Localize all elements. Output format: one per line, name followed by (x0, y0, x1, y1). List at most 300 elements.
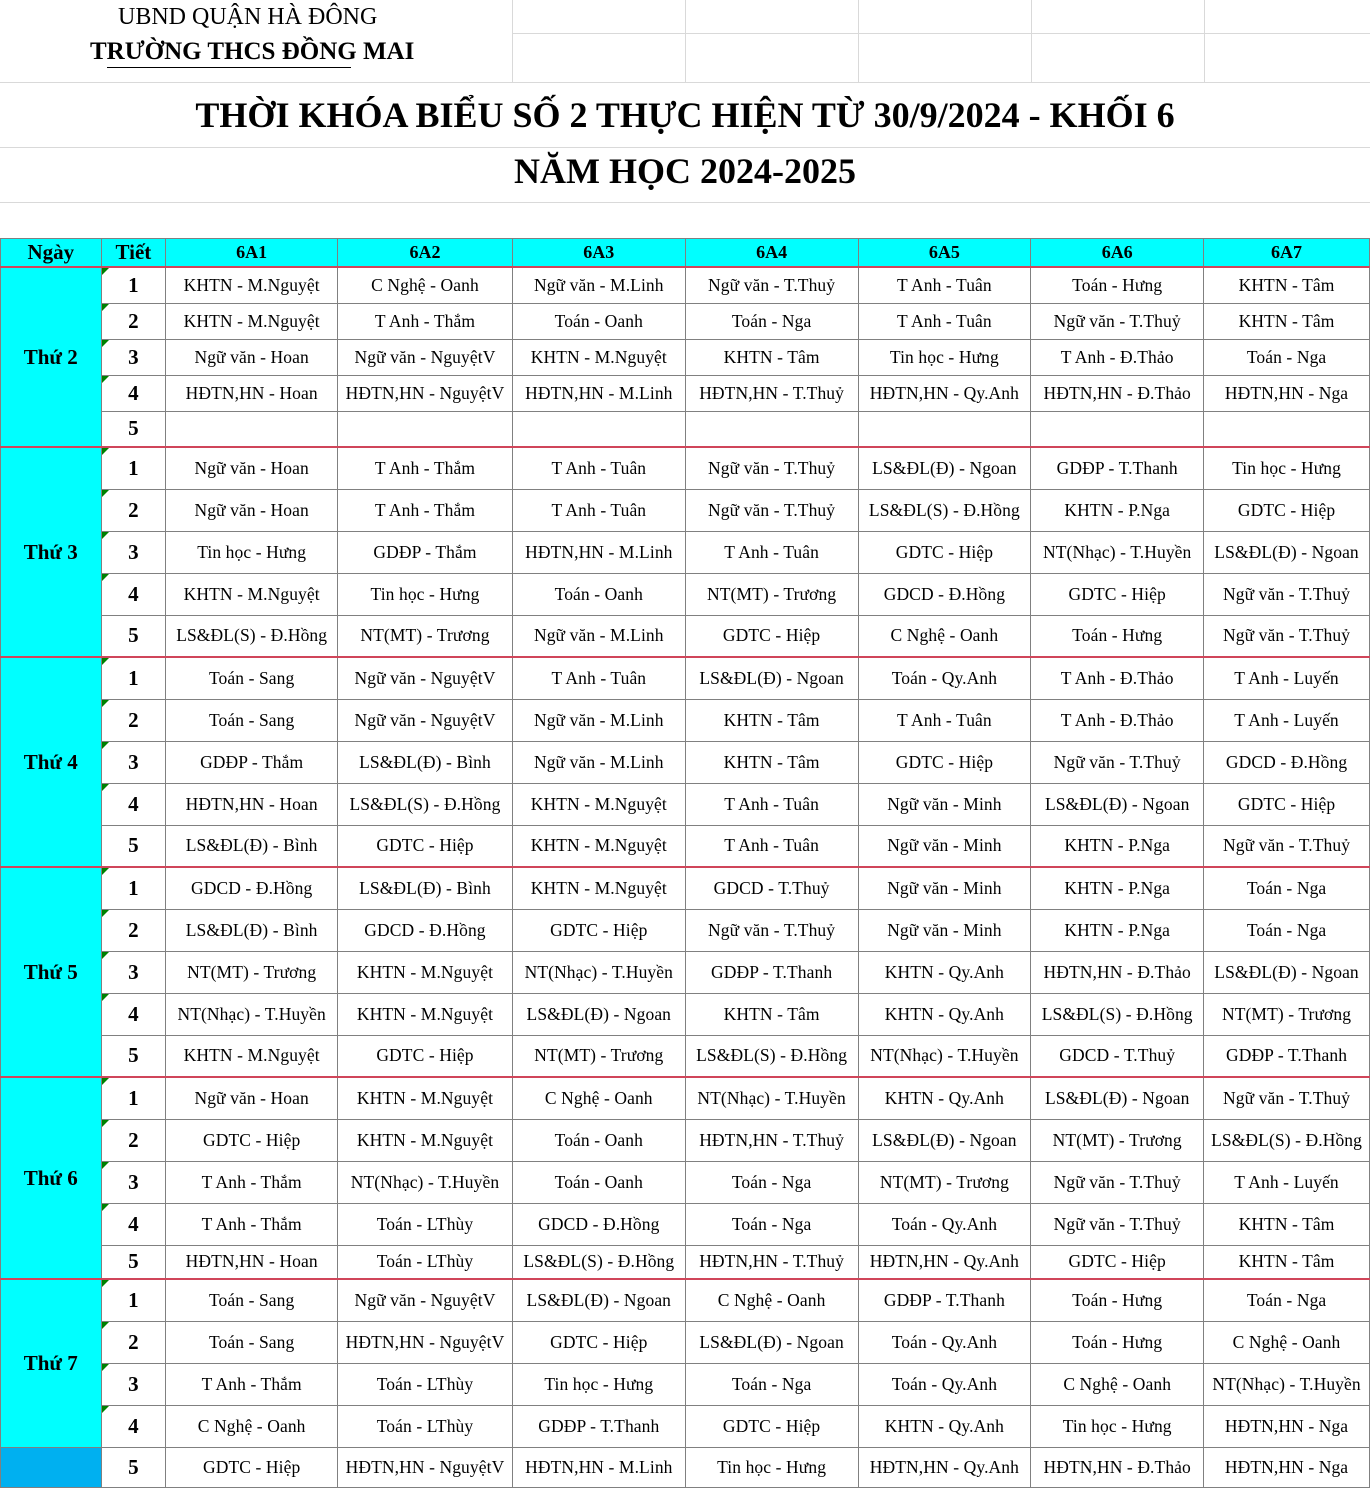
lesson-cell[interactable]: NT(MT) - Trương (1031, 1119, 1204, 1161)
lesson-cell[interactable]: NT(Nhạc) - T.Huyền (685, 1077, 858, 1119)
page-subtitle: NĂM HỌC 2024-2025 (514, 151, 856, 191)
lesson-cell[interactable]: Ngữ văn - T.Thuỷ (1031, 303, 1204, 339)
table-row (1, 993, 1370, 1035)
gridline (0, 147, 1370, 148)
lesson-cell[interactable]: C Nghệ - Oanh (512, 1077, 685, 1119)
lesson-cell[interactable]: LS&ĐL(Đ) - Bình (338, 867, 513, 909)
lesson-cell[interactable]: C Nghệ - Oanh (1204, 1321, 1370, 1363)
lesson-cell[interactable]: KHTN - P.Nga (1031, 825, 1204, 867)
lesson-cell[interactable]: GDCD - Đ.Hồng (338, 909, 513, 951)
lesson-cell[interactable]: Ngữ văn - NguyệtV (338, 657, 513, 699)
lesson-cell[interactable]: T Anh - Tuân (512, 447, 685, 489)
lesson-cell[interactable]: Toán - LThùy (338, 1203, 513, 1245)
period-number (101, 1321, 166, 1363)
comment-marker-icon (102, 1280, 109, 1287)
lesson-cell[interactable]: Ngữ văn - Hoan (166, 489, 338, 531)
table-row (1, 1161, 1370, 1203)
comment-marker-icon (102, 1322, 109, 1329)
period-number-text: 5 (128, 1043, 139, 1068)
lesson-cell[interactable]: T Anh - Đ.Thảo (1031, 657, 1204, 699)
lesson-cell[interactable]: NT(Nhạc) - T.Huyền (1204, 1363, 1370, 1405)
lesson-cell[interactable]: KHTN - Tâm (685, 699, 858, 741)
lesson-cell[interactable]: Toán - Nga (1204, 1279, 1370, 1321)
lesson-cell[interactable]: KHTN - P.Nga (1031, 489, 1204, 531)
lesson-cell[interactable]: NT(MT) - Trương (1204, 993, 1370, 1035)
period-number (101, 657, 166, 699)
lesson-cell[interactable]: LS&ĐL(Đ) - Ngoan (685, 1321, 858, 1363)
period-number (101, 1203, 166, 1245)
lesson-cell[interactable]: KHTN - Tâm (1204, 1245, 1370, 1279)
lesson-cell[interactable] (1204, 411, 1370, 447)
lesson-cell[interactable]: LS&ĐL(Đ) - Ngoan (858, 447, 1031, 489)
table-row (1, 531, 1370, 573)
lesson-cell[interactable]: LS&ĐL(Đ) - Bình (338, 741, 513, 783)
lesson-cell[interactable]: T Anh - Tuân (685, 825, 858, 867)
lesson-cell[interactable]: Ngữ văn - Minh (858, 783, 1031, 825)
lesson-cell[interactable]: Toán - Nga (685, 1363, 858, 1405)
table-row (1, 1321, 1370, 1363)
lesson-cell[interactable]: LS&ĐL(Đ) - Ngoan (512, 1279, 685, 1321)
lesson-cell[interactable]: Ngữ văn - T.Thuỷ (1204, 573, 1370, 615)
period-number (101, 573, 166, 615)
lesson-cell[interactable]: HĐTN,HN - Hoan (166, 375, 338, 411)
period-number-text: 1 (128, 272, 139, 297)
period-number-text: 1 (128, 875, 139, 900)
lesson-cell[interactable]: NT(MT) - Trương (512, 1035, 685, 1077)
lesson-cell[interactable]: GDCD - T.Thuỷ (1031, 1035, 1204, 1077)
lesson-cell[interactable]: HĐTN,HN - M.Linh (512, 375, 685, 411)
lesson-cell[interactable]: T Anh - Luyến (1204, 1161, 1370, 1203)
lesson-cell[interactable]: T Anh - Tuân (858, 267, 1031, 303)
period-number (101, 303, 166, 339)
lesson-cell[interactable]: Toán - Sang (166, 699, 338, 741)
lesson-cell[interactable] (512, 411, 685, 447)
header-class: 6A2 (338, 239, 513, 268)
lesson-cell[interactable]: Ngữ văn - M.Linh (512, 267, 685, 303)
lesson-cell[interactable]: Ngữ văn - M.Linh (512, 615, 685, 657)
lesson-cell[interactable]: T Anh - Thắm (338, 489, 513, 531)
lesson-cell[interactable]: NT(MT) - Trương (338, 615, 513, 657)
lesson-cell[interactable]: Toán - Oanh (512, 303, 685, 339)
lesson-cell[interactable]: C Nghệ - Oanh (858, 615, 1031, 657)
lesson-cell[interactable]: LS&ĐL(Đ) - Ngoan (1204, 531, 1370, 573)
table-row (1, 375, 1370, 411)
lesson-cell[interactable]: HĐTN,HN - Đ.Thảo (1031, 375, 1204, 411)
period-number-text: 4 (128, 581, 139, 606)
lesson-cell[interactable]: HĐTN,HN - Nga (1204, 1447, 1370, 1487)
period-number-text: 3 (128, 539, 139, 564)
lesson-cell[interactable]: GDCD - Đ.Hồng (1204, 741, 1370, 783)
period-number-text: 2 (128, 308, 139, 333)
period-number (101, 993, 166, 1035)
lesson-cell[interactable]: KHTN - M.Nguyệt (512, 783, 685, 825)
comment-marker-icon (102, 1120, 109, 1127)
period-number (101, 1119, 166, 1161)
lesson-cell[interactable]: NT(Nhạc) - T.Huyền (1031, 531, 1204, 573)
lesson-cell[interactable]: Ngữ văn - T.Thuỷ (685, 267, 858, 303)
table-row (1, 783, 1370, 825)
timetable-header-row (1, 239, 1370, 268)
period-number-text: 5 (128, 833, 139, 858)
lesson-cell[interactable]: GDCD - Đ.Hồng (166, 867, 338, 909)
lesson-cell[interactable]: Ngữ văn - Minh (858, 825, 1031, 867)
lesson-cell[interactable]: NT(MT) - Trương (858, 1161, 1031, 1203)
lesson-cell[interactable]: GDTC - Hiệp (858, 741, 1031, 783)
comment-marker-icon (102, 574, 109, 581)
lesson-cell[interactable]: T Anh - Đ.Thảo (1031, 699, 1204, 741)
lesson-cell[interactable]: KHTN - Qy.Anh (858, 1077, 1031, 1119)
header-period: Tiết (101, 239, 166, 268)
lesson-cell[interactable]: Tin học - Hưng (685, 1447, 858, 1487)
lesson-cell[interactable]: GDĐP - T.Thanh (512, 1405, 685, 1447)
period-number (101, 1405, 166, 1447)
lesson-cell[interactable]: KHTN - M.Nguyệt (338, 951, 513, 993)
lesson-cell[interactable]: LS&ĐL(Đ) - Ngoan (858, 1119, 1031, 1161)
lesson-cell[interactable]: GDTC - Hiệp (338, 1035, 513, 1077)
lesson-cell[interactable]: KHTN - M.Nguyệt (166, 303, 338, 339)
lesson-cell[interactable]: KHTN - P.Nga (1031, 909, 1204, 951)
lesson-cell[interactable]: LS&ĐL(Đ) - Ngoan (1204, 951, 1370, 993)
lesson-cell[interactable]: T Anh - Thắm (166, 1203, 338, 1245)
table-row (1, 1405, 1370, 1447)
comment-marker-icon (102, 532, 109, 539)
lesson-cell[interactable]: Ngữ văn - T.Thuỷ (685, 909, 858, 951)
lesson-cell[interactable]: Ngữ văn - M.Linh (512, 699, 685, 741)
lesson-cell[interactable]: KHTN - Tâm (685, 339, 858, 375)
lesson-cell[interactable]: Toán - Nga (685, 1203, 858, 1245)
lesson-cell[interactable] (166, 411, 338, 447)
period-number-text: 3 (128, 1169, 139, 1194)
lesson-cell[interactable]: Toán - Oanh (512, 573, 685, 615)
lesson-cell[interactable]: Ngữ văn - T.Thuỷ (1204, 615, 1370, 657)
lesson-cell[interactable]: HĐTN,HN - T.Thuỷ (685, 375, 858, 411)
lesson-cell[interactable]: HĐTN,HN - Hoan (166, 783, 338, 825)
lesson-cell[interactable]: GDTC - Hiệp (685, 1405, 858, 1447)
lesson-cell[interactable]: GDĐP - T.Thanh (1031, 447, 1204, 489)
lesson-cell[interactable]: GDĐP - Thắm (166, 741, 338, 783)
lesson-cell[interactable]: LS&ĐL(Đ) - Bình (166, 909, 338, 951)
header-class: 6A5 (858, 239, 1031, 268)
lesson-cell[interactable]: HĐTN,HN - Đ.Thảo (1031, 951, 1204, 993)
lesson-cell[interactable]: HĐTN,HN - Qy.Anh (858, 375, 1031, 411)
lesson-cell[interactable]: KHTN - M.Nguyệt (166, 267, 338, 303)
lesson-cell[interactable]: HĐTN,HN - M.Linh (512, 531, 685, 573)
lesson-cell[interactable]: Tin học - Hưng (338, 573, 513, 615)
lesson-cell[interactable]: Toán - Qy.Anh (858, 1321, 1031, 1363)
lesson-cell[interactable]: Ngữ văn - Minh (858, 867, 1031, 909)
period-number (101, 699, 166, 741)
lesson-cell[interactable]: Ngữ văn - T.Thuỷ (685, 447, 858, 489)
table-row (1, 1035, 1370, 1077)
lesson-cell[interactable]: KHTN - M.Nguyệt (512, 339, 685, 375)
lesson-cell[interactable]: GDTC - Hiệp (166, 1447, 338, 1487)
comment-marker-icon (102, 700, 109, 707)
period-number (101, 867, 166, 909)
table-row (1, 411, 1370, 447)
comment-marker-icon (102, 742, 109, 749)
period-number-text: 3 (128, 959, 139, 984)
lesson-cell[interactable]: GDTC - Hiệp (685, 615, 858, 657)
lesson-cell[interactable]: GDTC - Hiệp (1204, 783, 1370, 825)
lesson-cell[interactable]: Toán - LThùy (338, 1245, 513, 1279)
gridline (858, 0, 859, 82)
lesson-cell[interactable]: HĐTN,HN - Hoan (166, 1245, 338, 1279)
period-number-text: 4 (128, 791, 139, 816)
lesson-cell[interactable]: Toán - LThùy (338, 1363, 513, 1405)
lesson-cell[interactable]: LS&ĐL(Đ) - Ngoan (1031, 783, 1204, 825)
period-number-text: 3 (128, 1371, 139, 1396)
lesson-cell[interactable]: GDTC - Hiệp (166, 1119, 338, 1161)
lesson-cell[interactable]: Toán - Sang (166, 1321, 338, 1363)
lesson-cell[interactable]: KHTN - M.Nguyệt (512, 825, 685, 867)
lesson-cell[interactable]: T Anh - Luyến (1204, 657, 1370, 699)
lesson-cell[interactable]: Ngữ văn - Hoan (166, 339, 338, 375)
lesson-cell[interactable]: T Anh - Luyến (1204, 699, 1370, 741)
lesson-cell[interactable]: KHTN - Tâm (685, 993, 858, 1035)
lesson-cell[interactable]: Ngữ văn - T.Thuỷ (685, 489, 858, 531)
lesson-cell[interactable]: Toán - Hưng (1031, 615, 1204, 657)
lesson-cell[interactable]: KHTN - Tâm (685, 741, 858, 783)
period-number (101, 1077, 166, 1119)
comment-marker-icon (102, 490, 109, 497)
lesson-cell[interactable]: Toán - Oanh (512, 1161, 685, 1203)
lesson-cell[interactable]: HĐTN,HN - NguyệtV (338, 1321, 513, 1363)
gridline (0, 202, 1370, 203)
lesson-cell[interactable]: GDTC - Hiệp (1031, 1245, 1204, 1279)
lesson-cell[interactable]: C Nghệ - Oanh (338, 267, 513, 303)
lesson-cell[interactable]: T Anh - Tuân (858, 303, 1031, 339)
lesson-cell[interactable]: NT(MT) - Trương (166, 951, 338, 993)
lesson-cell[interactable]: T Anh - Đ.Thảo (1031, 339, 1204, 375)
period-number-text: 4 (128, 380, 139, 405)
lesson-cell[interactable]: HĐTN,HN - T.Thuỷ (685, 1119, 858, 1161)
lesson-cell[interactable]: C Nghệ - Oanh (166, 1405, 338, 1447)
lesson-cell[interactable]: GDĐP - T.Thanh (858, 1279, 1031, 1321)
period-number-text: 5 (128, 1249, 139, 1274)
period-number (101, 531, 166, 573)
lesson-cell[interactable]: LS&ĐL(Đ) - Bình (166, 825, 338, 867)
lesson-cell[interactable]: T Anh - Thắm (338, 447, 513, 489)
table-row (1, 267, 1370, 303)
lesson-cell[interactable]: GDCD - T.Thuỷ (685, 867, 858, 909)
lesson-cell[interactable]: KHTN - M.Nguyệt (166, 1035, 338, 1077)
lesson-cell[interactable]: T Anh - Thắm (338, 303, 513, 339)
lesson-cell[interactable]: KHTN - M.Nguyệt (512, 867, 685, 909)
table-row (1, 1077, 1370, 1119)
lesson-cell[interactable]: T Anh - Tuân (512, 657, 685, 699)
lesson-cell[interactable]: LS&ĐL(S) - Đ.Hồng (338, 783, 513, 825)
comment-marker-icon (102, 1364, 109, 1371)
table-row (1, 1447, 1370, 1487)
lesson-cell[interactable] (338, 411, 513, 447)
lesson-cell[interactable]: Ngữ văn - T.Thuỷ (1031, 1203, 1204, 1245)
table-row (1, 699, 1370, 741)
lesson-cell[interactable]: HĐTN,HN - Qy.Anh (858, 1245, 1031, 1279)
lesson-cell[interactable]: T Anh - Thắm (166, 1161, 338, 1203)
school-name-underline (107, 67, 351, 68)
lesson-cell[interactable]: HĐTN,HN - NguyệtV (338, 1447, 513, 1487)
period-number-text: 1 (128, 665, 139, 690)
period-number-text: 3 (128, 749, 139, 774)
lesson-cell[interactable]: GDĐP - T.Thanh (1204, 1035, 1370, 1077)
lesson-cell[interactable]: NT(Nhạc) - T.Huyền (338, 1161, 513, 1203)
lesson-cell[interactable]: Tin học - Hưng (1204, 447, 1370, 489)
lesson-cell[interactable]: GDCD - Đ.Hồng (858, 573, 1031, 615)
period-number (101, 1245, 166, 1279)
lesson-cell[interactable]: NT(Nhạc) - T.Huyền (858, 1035, 1031, 1077)
lesson-cell[interactable]: HĐTN,HN - M.Linh (512, 1447, 685, 1487)
lesson-cell[interactable]: KHTN - M.Nguyệt (166, 573, 338, 615)
lesson-cell[interactable]: Tin học - Hưng (1031, 1405, 1204, 1447)
lesson-cell[interactable]: Ngữ văn - NguyệtV (338, 339, 513, 375)
lesson-cell[interactable]: Ngữ văn - NguyệtV (338, 699, 513, 741)
period-number (101, 615, 166, 657)
header-class: 6A6 (1031, 239, 1204, 268)
lesson-cell[interactable]: KHTN - Qy.Anh (858, 993, 1031, 1035)
lesson-cell[interactable]: HĐTN,HN - T.Thuỷ (685, 1245, 858, 1279)
comment-marker-icon (102, 448, 109, 455)
period-number (101, 909, 166, 951)
lesson-cell[interactable]: Ngữ văn - Minh (858, 909, 1031, 951)
period-number (101, 339, 166, 375)
lesson-cell[interactable]: LS&ĐL(S) - Đ.Hồng (858, 489, 1031, 531)
lesson-cell[interactable]: Toán - Hưng (1031, 267, 1204, 303)
lesson-cell[interactable]: HĐTN,HN - Qy.Anh (858, 1447, 1031, 1487)
comment-marker-icon (102, 304, 109, 311)
lesson-cell[interactable]: LS&ĐL(Đ) - Ngoan (1031, 1077, 1204, 1119)
table-row (1, 489, 1370, 531)
lesson-cell[interactable]: HĐTN,HN - Nga (1204, 1405, 1370, 1447)
lesson-cell[interactable]: GDTC - Hiệp (1204, 489, 1370, 531)
lesson-cell[interactable]: Toán - Qy.Anh (858, 1363, 1031, 1405)
lesson-cell[interactable]: HĐTN,HN - NguyệtV (338, 375, 513, 411)
lesson-cell[interactable]: Toán - Qy.Anh (858, 657, 1031, 699)
lesson-cell[interactable]: Toán - Sang (166, 657, 338, 699)
table-row (1, 657, 1370, 699)
lesson-cell[interactable]: KHTN - Tâm (1204, 1203, 1370, 1245)
period-number (101, 1035, 166, 1077)
lesson-cell[interactable]: NT(MT) - Trương (685, 573, 858, 615)
lesson-cell[interactable]: KHTN - P.Nga (1031, 867, 1204, 909)
lesson-cell[interactable]: GDĐP - T.Thanh (685, 951, 858, 993)
lesson-cell[interactable]: Ngữ văn - T.Thuỷ (1204, 1077, 1370, 1119)
lesson-cell[interactable]: GDTC - Hiệp (1031, 573, 1204, 615)
table-row (1, 867, 1370, 909)
lesson-cell[interactable]: Ngữ văn - NguyệtV (338, 1279, 513, 1321)
lesson-cell[interactable]: Toán - Nga (1204, 867, 1370, 909)
lesson-cell[interactable]: NT(Nhạc) - T.Huyền (512, 951, 685, 993)
period-number-text: 2 (128, 1329, 139, 1354)
day-label: Thứ 2 (1, 267, 102, 447)
lesson-cell[interactable]: KHTN - M.Nguyệt (338, 1077, 513, 1119)
period-number (101, 411, 166, 447)
lesson-cell[interactable]: Tin học - Hưng (858, 339, 1031, 375)
lesson-cell[interactable]: KHTN - Qy.Anh (858, 951, 1031, 993)
lesson-cell[interactable]: Toán - Oanh (512, 1119, 685, 1161)
lesson-cell[interactable]: C Nghệ - Oanh (1031, 1363, 1204, 1405)
lesson-cell[interactable]: Ngữ văn - M.Linh (512, 741, 685, 783)
lesson-cell[interactable]: GDĐP - Thắm (338, 531, 513, 573)
lesson-cell[interactable]: C Nghệ - Oanh (685, 1279, 858, 1321)
comment-marker-icon (102, 1162, 109, 1169)
period-number (101, 375, 166, 411)
lesson-cell[interactable]: Ngữ văn - T.Thuỷ (1204, 825, 1370, 867)
lesson-cell[interactable]: T Anh - Tuân (512, 489, 685, 531)
comment-marker-icon (102, 1204, 109, 1211)
lesson-cell[interactable]: LS&ĐL(S) - Đ.Hồng (166, 615, 338, 657)
lesson-cell[interactable]: Toán - Nga (685, 1161, 858, 1203)
lesson-cell[interactable]: LS&ĐL(Đ) - Ngoan (685, 657, 858, 699)
lesson-cell[interactable]: T Anh - Tuân (858, 699, 1031, 741)
lesson-cell[interactable]: Toán - Nga (685, 303, 858, 339)
lesson-cell[interactable]: LS&ĐL(S) - Đ.Hồng (512, 1245, 685, 1279)
lesson-cell[interactable]: Ngữ văn - Hoan (166, 447, 338, 489)
period-number (101, 1161, 166, 1203)
lesson-cell[interactable]: T Anh - Thắm (166, 1363, 338, 1405)
lesson-cell[interactable]: Tin học - Hưng (512, 1363, 685, 1405)
lesson-cell[interactable]: T Anh - Tuân (685, 783, 858, 825)
table-row (1, 1203, 1370, 1245)
table-row (1, 825, 1370, 867)
header-class: 6A7 (1204, 239, 1370, 268)
lesson-cell[interactable]: KHTN - Tâm (1204, 267, 1370, 303)
header-day: Ngày (1, 239, 102, 268)
lesson-cell[interactable]: HĐTN,HN - Đ.Thảo (1031, 1447, 1204, 1487)
lesson-cell[interactable] (1031, 411, 1204, 447)
lesson-cell[interactable]: GDCD - Đ.Hồng (512, 1203, 685, 1245)
lesson-cell[interactable]: NT(Nhạc) - T.Huyền (166, 993, 338, 1035)
lesson-cell[interactable]: Tin học - Hưng (166, 531, 338, 573)
lesson-cell[interactable]: KHTN - M.Nguyệt (338, 993, 513, 1035)
lesson-cell[interactable]: GDTC - Hiệp (512, 1321, 685, 1363)
period-number (101, 267, 166, 303)
lesson-cell[interactable]: Ngữ văn - T.Thuỷ (1031, 1161, 1204, 1203)
lesson-cell[interactable]: HĐTN,HN - Nga (1204, 375, 1370, 411)
lesson-cell[interactable]: LS&ĐL(S) - Đ.Hồng (1204, 1119, 1370, 1161)
lesson-cell[interactable]: Ngữ văn - T.Thuỷ (1031, 741, 1204, 783)
lesson-cell[interactable]: Toán - Nga (1204, 909, 1370, 951)
lesson-cell[interactable]: Toán - Hưng (1031, 1279, 1204, 1321)
lesson-cell[interactable] (685, 411, 858, 447)
day-label: Thứ 4 (1, 657, 102, 867)
lesson-cell[interactable]: Toán - Nga (1204, 339, 1370, 375)
lesson-cell[interactable]: GDTC - Hiệp (338, 825, 513, 867)
lesson-cell[interactable] (858, 411, 1031, 447)
table-row (1, 339, 1370, 375)
day-label: Thứ 6 (1, 1077, 102, 1279)
lesson-cell[interactable]: KHTN - M.Nguyệt (338, 1119, 513, 1161)
table-row (1, 615, 1370, 657)
lesson-cell[interactable]: Toán - LThùy (338, 1405, 513, 1447)
table-row (1, 1119, 1370, 1161)
lesson-cell[interactable]: GDTC - Hiệp (512, 909, 685, 951)
period-number (101, 1363, 166, 1405)
lesson-cell[interactable]: LS&ĐL(S) - Đ.Hồng (685, 1035, 858, 1077)
lesson-cell[interactable]: GDTC - Hiệp (858, 531, 1031, 573)
lesson-cell[interactable]: LS&ĐL(S) - Đ.Hồng (1031, 993, 1204, 1035)
lesson-cell[interactable]: Toán - Hưng (1031, 1321, 1204, 1363)
lesson-cell[interactable]: KHTN - Qy.Anh (858, 1405, 1031, 1447)
comment-marker-icon (102, 1406, 109, 1413)
lesson-cell[interactable]: Ngữ văn - Hoan (166, 1077, 338, 1119)
comment-marker-icon (102, 340, 109, 347)
lesson-cell[interactable]: KHTN - Tâm (1204, 303, 1370, 339)
lesson-cell[interactable]: Toán - Qy.Anh (858, 1203, 1031, 1245)
period-number (101, 1447, 166, 1487)
lesson-cell[interactable]: Toán - Sang (166, 1279, 338, 1321)
lesson-cell[interactable]: LS&ĐL(Đ) - Ngoan (512, 993, 685, 1035)
lesson-cell[interactable]: T Anh - Tuân (685, 531, 858, 573)
